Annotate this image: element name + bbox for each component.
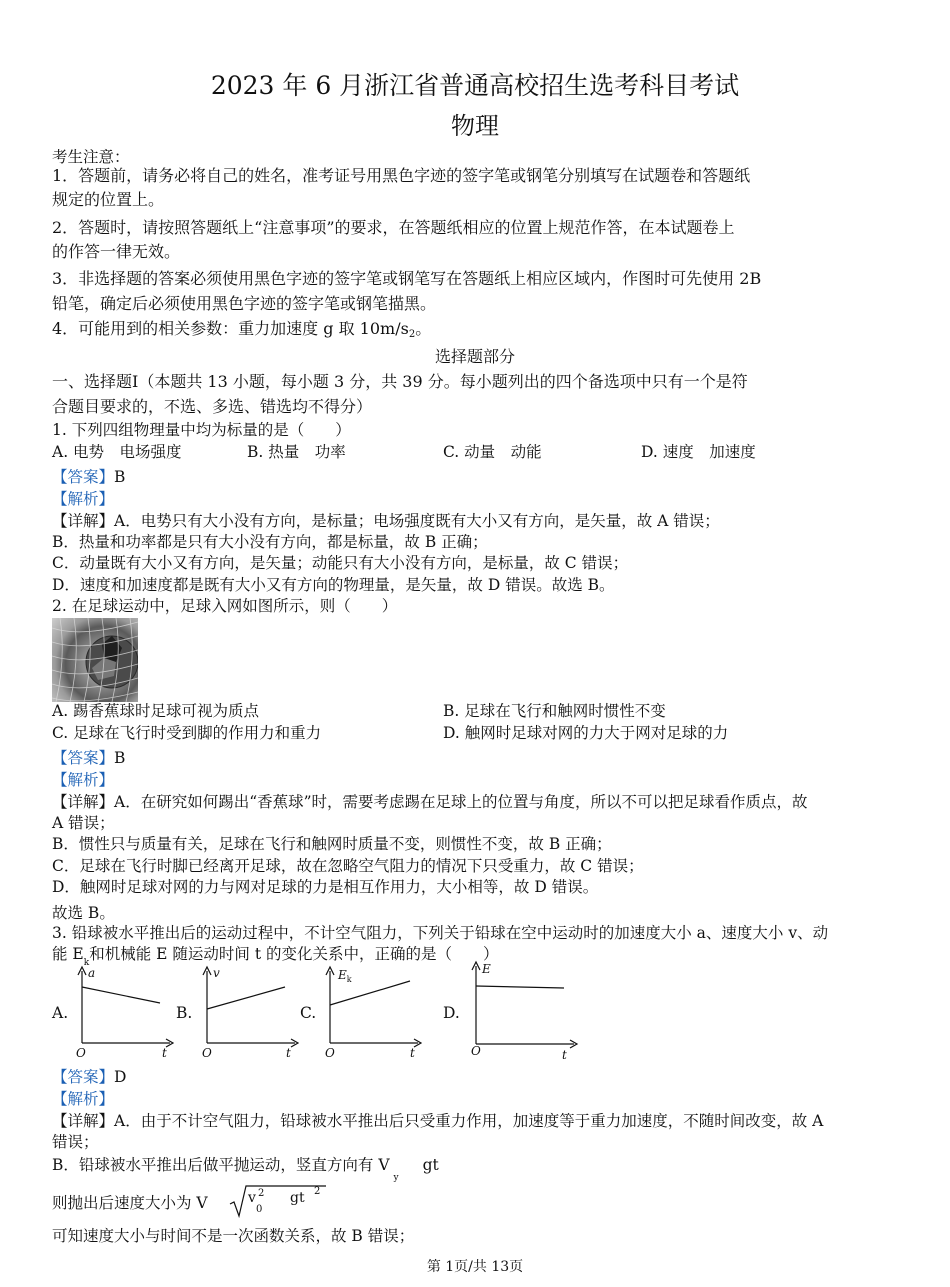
- sqrt-sign: [228, 1182, 328, 1220]
- q3-detail-2-sub: y: [393, 1173, 399, 1183]
- graph-b-x-label: t: [286, 1046, 291, 1060]
- graph-b-y-label: v: [213, 966, 220, 980]
- q3-detail-2-text: B．铅球被水平推出后做平抛运动，竖直方向有 V: [52, 1156, 390, 1174]
- graph-d-origin: O: [471, 1044, 481, 1058]
- q3-stem-cont-end: 和机械能 E 随运动时间 t 的变化关系中，正确的是（ ）: [89, 945, 499, 963]
- q1-analysis-tag: 【解析】: [52, 490, 115, 508]
- answer-tag: 【答案】: [52, 468, 115, 486]
- graph-c-x-label: t: [410, 1046, 415, 1060]
- notice-item-4: [52, 318, 431, 346]
- page-number: 第 1页/共 13页: [426, 1259, 524, 1275]
- part1-desc: 一、选择题Ⅰ（本题共 13 小题，每小题 3 分，共 39 分。每小题列出的四个备选项中只有一个是符: [52, 372, 748, 391]
- q3-detail-2-end: gt: [422, 1156, 439, 1174]
- graph-b: [199, 965, 299, 1065]
- q2-option-d: D. 触网时足球对网的力大于网对足球的力: [443, 724, 729, 742]
- q1-option-d: D. 速度 加速度: [641, 443, 756, 461]
- answer-value: D: [114, 1068, 127, 1086]
- graph-b-option: B.: [176, 1004, 193, 1022]
- sqrt-gt-sup: 2: [314, 1186, 321, 1197]
- q2-analysis-tag: 【解析】: [52, 771, 115, 789]
- graph-c-origin: O: [325, 1046, 335, 1060]
- notice-item-4-text: 4．可能用到的相关参数：重力加速度 g 取 10m/s: [52, 319, 409, 338]
- q2-detail-1: 【详解】A．在研究如何踢出“香蕉球”时，需要考虑踢在足球上的位置与角度，所以不可以把足球看作质点，故: [52, 793, 808, 811]
- answer-value: B: [114, 468, 126, 486]
- notice-heading: 考生注意：: [52, 148, 130, 166]
- graph-c: [322, 965, 422, 1065]
- q1-stem: 1. 下列四组物理量中均为标量的是（ ）: [52, 421, 351, 439]
- graph-a-origin: O: [76, 1046, 86, 1060]
- graph-c-y-label-sub: k: [346, 975, 352, 984]
- part1-desc-cont: 合题目要求的，不选、多选、错选均不得分）: [52, 397, 373, 416]
- q1-detail-3: C．动量既有大小又有方向，是矢量；动能只有大小没有方向，是标量，故 C 错误；: [52, 554, 629, 572]
- q3-stem: 3. 铅球被水平推出后的运动过程中，不计空气阻力，下列关于铅球在空中运动时的加速度大小 a、速度大小 v、动: [52, 924, 829, 942]
- graph-c-option: C.: [300, 1004, 317, 1022]
- q2-detail-4: D．触网时足球对网的力与网对足球的力是相互作用力，大小相等，故 D 错误。: [52, 878, 599, 896]
- q3-detail-1-cont: 错误；: [52, 1133, 99, 1151]
- answer-tag: 【答案】: [52, 1068, 115, 1086]
- notice-item-3: 3．非选择题的答案必须使用黑色字迹的签字笔或钢笔写在答题纸上相应区域内，作图时可先使用 2B: [52, 269, 762, 288]
- notice-item-1-cont: 规定的位置上。: [52, 190, 165, 209]
- notice-item-2: 2．答题时，请按照答题纸上“注意事项”的要求，在答题纸相应的位置上规范作答，在本试题卷上: [52, 218, 735, 237]
- notice-item-4-sub: 2: [408, 329, 416, 340]
- q2-detail-2: B．惯性只与质量有关，足球在飞行和触网时质量不变，则惯性不变，故 B 正确；: [52, 835, 612, 853]
- answer-tag: 【答案】: [52, 749, 115, 767]
- q1-detail-4: D．速度和加速度都是既有大小又有方向的物理量，是矢量，故 D 错误。故选 B。: [52, 576, 615, 594]
- q2-detail-5: 故选 B。: [52, 904, 115, 922]
- graph-b-origin: O: [202, 1046, 212, 1060]
- q1-option-a: A. 电势 电场强度: [52, 443, 182, 461]
- q2-answer: [52, 747, 125, 769]
- q3-detail-1: 【详解】A．由于不计空气阻力，铅球被水平推出后只受重力作用，加速度等于重力加速度，不随时间改变，故 A: [52, 1112, 824, 1130]
- q1-option-c: C. 动量 动能: [443, 443, 542, 461]
- q1-answer: [52, 466, 125, 488]
- q3-stem-sub: k: [83, 958, 90, 968]
- graph-c-y-label-main: E: [338, 968, 347, 982]
- q2-detail-1-cont: A 错误；: [52, 814, 115, 832]
- exam-title: 2023 年 6 月浙江省普通高校招生选考科目考试: [210, 71, 740, 100]
- q1-option-b: B. 热量 功率: [247, 443, 346, 461]
- graph-a: [74, 965, 174, 1065]
- subject-title: 物理: [451, 112, 499, 140]
- soccer-net-photo: [52, 618, 138, 702]
- q1-detail-1: 【详解】A．电势只有大小没有方向，是标量；电场强度既有大小又有方向，是矢量，故 A 错误；: [52, 512, 720, 530]
- sqrt-v: v: [248, 1190, 256, 1206]
- notice-item-2-cont: 的作答一律无效。: [52, 242, 181, 261]
- section-title: 选择题部分: [434, 347, 515, 366]
- sqrt-v-sup: 2: [258, 1188, 265, 1199]
- graph-c-y-label: [338, 968, 352, 984]
- q3-analysis-tag: 【解析】: [52, 1090, 115, 1108]
- q2-stem: 2. 在足球运动中，足球入网如图所示，则（ ）: [52, 597, 398, 615]
- sqrt-gt: gt: [290, 1190, 305, 1206]
- graph-a-y-label: a: [88, 966, 96, 980]
- graph-a-x-label: t: [162, 1046, 167, 1060]
- q3-detail-4: 可知速度大小与时间不是一次函数关系，故 B 错误；: [52, 1227, 415, 1245]
- sqrt-v-sub: 0: [256, 1204, 263, 1215]
- q3-stem-cont-text: 能 E: [52, 945, 84, 963]
- q2-option-b: B. 足球在飞行和触网时惯性不变: [443, 702, 666, 720]
- notice-item-3-cont: 铅笔，确定后必须使用黑色字迹的签字笔或钢笔描黑。: [52, 294, 437, 313]
- q3-answer: [52, 1066, 126, 1088]
- answer-value: B: [114, 749, 126, 767]
- q1-detail-2: B．热量和功率都是只有大小没有方向，都是标量，故 B 正确；: [52, 533, 488, 551]
- graph-d-option: D.: [443, 1004, 460, 1022]
- graph-d-y-label: E: [482, 962, 491, 976]
- graph-d-x-label: t: [562, 1048, 567, 1062]
- q3-detail-3: 则抛出后速度大小为 V: [52, 1194, 208, 1212]
- q2-option-a: A. 踢香蕉球时足球可视为质点: [52, 702, 260, 720]
- notice-item-4-end: 。: [415, 319, 432, 338]
- graph-a-option: A.: [52, 1004, 69, 1022]
- q2-detail-3: C．足球在飞行时脚已经离开足球，故在忽略空气阻力的情况下只受重力，故 C 错误；: [52, 857, 644, 875]
- notice-item-1: 1．答题前，请务必将自己的姓名，准考证号用黑色字迹的签字笔或钢笔分别填写在试题卷和答题纸: [52, 166, 751, 185]
- q2-option-c: C. 足球在飞行时受到脚的作用力和重力: [52, 724, 322, 742]
